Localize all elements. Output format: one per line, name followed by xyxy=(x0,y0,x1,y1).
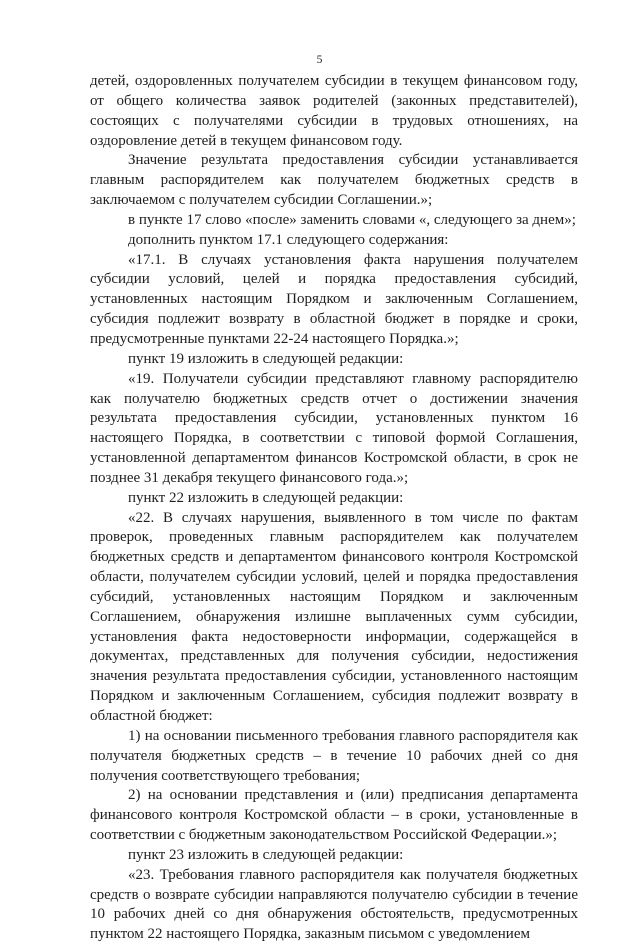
document-body xyxy=(90,72,578,945)
paragraph-item-17-change: в пункте 17 слово «после» заменить словами «, следующего за днем»; xyxy=(128,211,576,228)
paragraph-17-1-text: «17.1. В случаях установления факта нарушения получателем субсидии условий, целей и порядка предоставления субсидий, установленных настоящим Порядком и заключенным Соглашением, субсидия подлежит возврату в областной бюджет в порядке и сроки, предусмотренные пунктами 22-24 настоящего Порядка.»; xyxy=(90,251,578,347)
paragraph-item-23-intro: пункт 23 изложить в следующей редакции: xyxy=(128,846,404,863)
paragraph-22-text: «22. В случаях нарушения, выявленного в том числе по фактам проверок, проведенных главным распорядителем как получателем бюджетных средств и департаментом финансового контроля Костромской области, получателем субсидии условий, целей и порядка предоставления субсидий, установленных настоящим Порядком и заключенным Соглашением, обнаружения излишне выплаченных сумм субсидии, установления факта недостоверности информации, содержащейся в документах, представленных для получения субсидии, недостижения значения результата предоставления субсидии, установленного настоящим Порядком и заключенным Соглашением, субсидия подлежит возврату в областной бюджет: xyxy=(90,509,578,724)
paragraph-item-22-intro: пункт 22 изложить в следующей редакции: xyxy=(128,489,404,506)
paragraph-item-19-intro: пункт 19 изложить в следующей редакции: xyxy=(128,350,404,367)
page-number: 5 xyxy=(316,54,323,66)
paragraph-22-sub-1: 1) на основании письменного требования главного распорядителя как получателя бюджетных средств – в течение 10 рабочих дней со дня получения соответствующего требования; xyxy=(90,727,578,784)
paragraph-result-value: Значение результата предоставления субсидии устанавливается главным распорядителем как получателем бюджетных средств в заключаемом с получателем субсидии Соглашении.»; xyxy=(90,152,578,209)
paragraph-19-text: «19. Получатели субсидии представляют главному распорядителю как получателю бюджетных средств отчет о достижении значения результата предоставления субсидии, установленных пунктом 16 настоящего Порядка, в соответствии с типовой формой Соглашения, установленной департаментом финансов Костромской области, в срок не позднее 31 декабря текущего финансового года.»; xyxy=(90,370,578,486)
paragraph-continuation: детей, оздоровленных получателем субсидии в текущем финансовом году, от общего количества заявок родителей (законных представителей), состоящих с получателями субсидии в трудовых отношениях, на оздоровление детей в текущем финансовом году. xyxy=(90,73,578,149)
paragraph-23-text: «23. Требования главного распорядителя как получателя бюджетных средств о возврате субсидии направляются получателю субсидии в течение 10 рабочих дней со дня обнаружения обстоятельств, предусмотренных пунктом 22 настоящего Порядка, заказным письмом с уведомлением xyxy=(90,866,578,943)
paragraph-add-17-1: дополнить пунктом 17.1 следующего содержания: xyxy=(128,231,449,248)
paragraph-22-sub-2: 2) на основании представления и (или) предписания департамента финансового контроля Костромской области – в сроки, установленные в соответствии с бюджетным законодательством Российской Федерации.»; xyxy=(90,787,578,844)
